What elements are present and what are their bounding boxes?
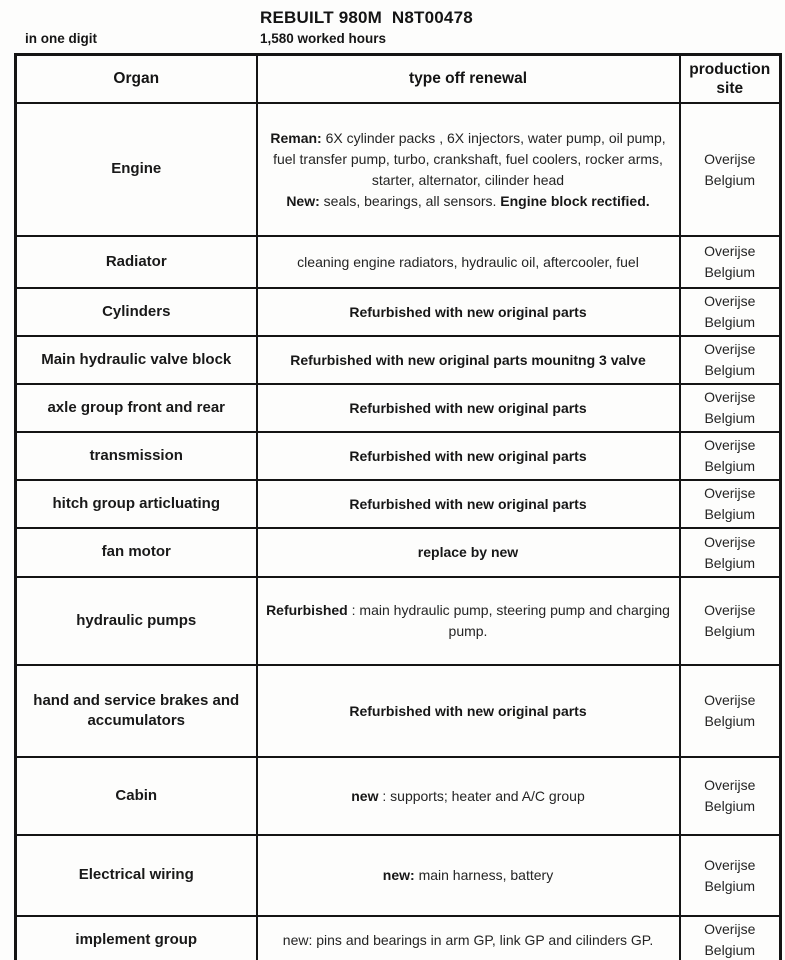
document-subheader (0, 28, 785, 50)
renewal-cell (257, 577, 680, 665)
organ-cell: Radiator (16, 236, 257, 288)
renewal-text-segment: Refurbished with new original parts (349, 303, 587, 320)
table-row (16, 835, 781, 916)
organ-cell: fan motor (16, 528, 257, 577)
renewal-text-segment: new: (382, 867, 415, 883)
table-row (16, 757, 781, 835)
renewal-text-segment: seals, bearings, all sensors. (319, 192, 501, 209)
production-site-cell: Overijse Belgium (680, 528, 781, 577)
organ-cell: Electrical wiring (16, 835, 257, 916)
renewal-text-segment: Refurbished with new original parts mounitng 3 valve (290, 351, 646, 368)
renewal-cell (257, 103, 680, 236)
renewal-table (14, 53, 782, 960)
production-site-cell: Overijse Belgium (680, 288, 781, 336)
table-row (16, 336, 781, 384)
organ-cell: Engine (16, 103, 257, 236)
table-row (16, 432, 781, 480)
table-body (16, 103, 781, 960)
renewal-text-segment: new: pins and bearings in arm GP, link GP and cilinders GP. (282, 931, 654, 948)
table-row (16, 665, 781, 757)
table-row (16, 480, 781, 528)
renewal-text-segment: Refurbished with new original parts (349, 399, 587, 416)
renewal-cell (257, 528, 680, 577)
production-site-cell: Overijse Belgium (680, 480, 781, 528)
renewal-text-segment: Engine block rectified. (500, 192, 650, 209)
renewal-text-segment: Refurbished with new original parts (349, 495, 587, 512)
production-site-cell: Overijse Belgium (680, 432, 781, 480)
production-site-cell: Overijse Belgium (680, 103, 781, 236)
renewal-text-segment: Refurbished with new original parts (349, 702, 587, 719)
renewal-text-segment: new (351, 787, 379, 804)
table-row (16, 288, 781, 336)
organ-cell: Main hydraulic valve block (16, 336, 257, 384)
production-site-cell: Overijse Belgium (680, 916, 781, 960)
renewal-text-segment: Refurbished (266, 602, 348, 618)
renewal-cell (257, 835, 680, 916)
organ-cell: Cylinders (16, 288, 257, 336)
renewal-text-segment: replace by new (417, 544, 519, 560)
renewal-text-segment: main harness, battery (414, 867, 554, 883)
table-row (16, 916, 781, 960)
production-site-cell: Overijse Belgium (680, 384, 781, 432)
note-in-one-digit: in one digit (25, 31, 97, 46)
header-production-site: production site (680, 55, 781, 104)
production-site-cell: Overijse Belgium (680, 665, 781, 757)
renewal-text-segment: Reman: (270, 129, 322, 146)
renewal-cell (257, 916, 680, 960)
renewal-text-segment: 6X cylinder packs , 6X injectors, water pump, oil pump, fuel transfer pump, turbo, crankshaft, fuel coolers, rocker arms, starter, alternator, cilinder head (273, 129, 666, 188)
organ-cell: axle group front and rear (16, 384, 257, 432)
document-title: REBUILT 980M N8T00478 (260, 8, 473, 27)
renewal-cell (257, 480, 680, 528)
renewal-cell (257, 336, 680, 384)
table-row (16, 384, 781, 432)
worked-hours-label: 1,580 worked hours (260, 31, 387, 46)
renewal-text-segment: : main hydraulic pump, steering pump and charging pump. (347, 602, 670, 639)
renewal-text-segment: Refurbished with new original parts (349, 447, 587, 464)
production-site-cell: Overijse Belgium (680, 336, 781, 384)
renewal-cell (257, 288, 680, 336)
header-organ: Organ (16, 55, 257, 104)
table-header-row (16, 55, 781, 104)
organ-cell: transmission (16, 432, 257, 480)
production-site-cell: Overijse Belgium (680, 236, 781, 288)
table-row (16, 528, 781, 577)
renewal-cell (257, 432, 680, 480)
organ-cell: Cabin (16, 757, 257, 835)
production-site-cell: Overijse Belgium (680, 835, 781, 916)
renewal-text-segment: : supports; heater and A/C group (378, 787, 585, 804)
table-row (16, 577, 781, 665)
renewal-text-segment: cleaning engine radiators, hydraulic oil, aftercooler, fuel (297, 253, 639, 270)
renewal-cell (257, 665, 680, 757)
renewal-cell (257, 236, 680, 288)
renewal-cell (257, 384, 680, 432)
production-site-cell: Overijse Belgium (680, 757, 781, 835)
organ-cell: hitch group articluating (16, 480, 257, 528)
organ-cell: hand and service brakes and accumulators (16, 665, 257, 757)
organ-cell: hydraulic pumps (16, 577, 257, 665)
renewal-cell (257, 757, 680, 835)
renewal-text-segment: New: (286, 192, 320, 209)
production-site-cell: Overijse Belgium (680, 577, 781, 665)
organ-cell: implement group (16, 916, 257, 960)
table-row (16, 103, 781, 236)
header-type-of-renewal: type off renewal (257, 55, 680, 104)
table-row (16, 236, 781, 288)
